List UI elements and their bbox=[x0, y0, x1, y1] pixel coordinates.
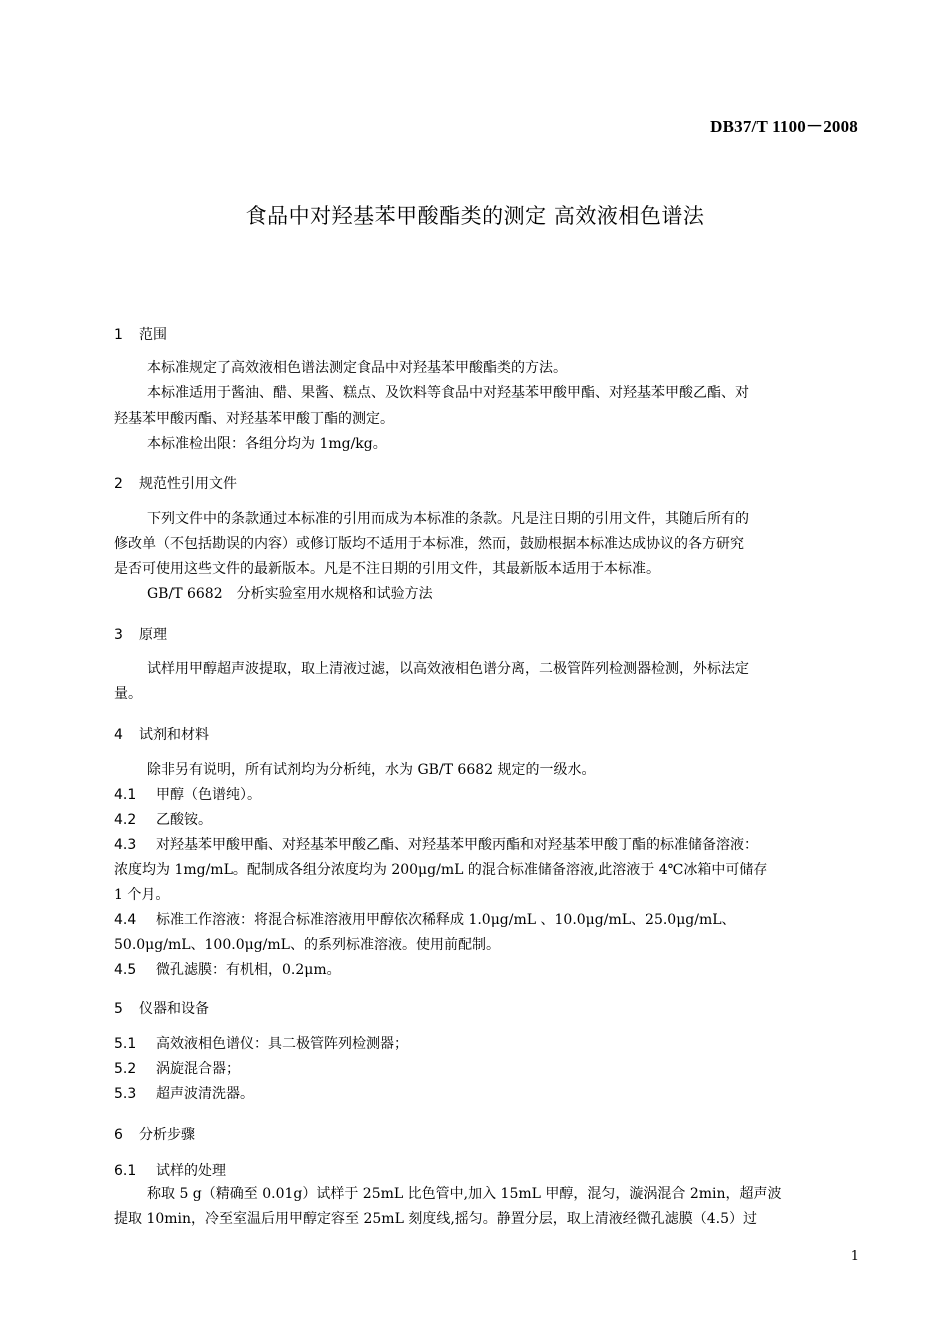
clause-5-3: 5.3 超声波清洗器。 bbox=[114, 1086, 254, 1102]
section-heading-5: 5 仪器和设备 bbox=[114, 1001, 209, 1017]
clause-4-4: 4.4 标准工作溶液：将混合标准溶液用甲醇依次稀释成 1.0μg/mL 、10.0μg/mL、25.0μg/mL、 bbox=[114, 912, 736, 928]
paragraph-line: 提取 10min，冷至室温后用甲醇定容至 25mL 刻度线,摇匀。静置分层，取上清液经微孔滤膜（4.5）过 bbox=[114, 1211, 758, 1227]
document-title: 食品中对羟基苯甲酸酯类的测定 高效液相色谱法 bbox=[245, 204, 705, 228]
clause-4-5: 4.5 微孔滤膜：有机相，0.2μm。 bbox=[114, 962, 341, 978]
paragraph-line: 羟基苯甲酸丙酯、对羟基苯甲酸丁酯的测定。 bbox=[114, 411, 394, 427]
paragraph-line: 除非另有说明，所有试剂均为分析纯，水为 GB/T 6682 规定的一级水。 bbox=[147, 762, 596, 778]
paragraph-line: 是否可使用这些文件的最新版本。凡是不注日期的引用文件，其最新版本适用于本标准。 bbox=[114, 561, 660, 577]
section-heading-2: 2 规范性引用文件 bbox=[114, 476, 237, 492]
paragraph-line: 1 个月。 bbox=[114, 887, 170, 903]
paragraph-line: 量。 bbox=[114, 686, 142, 702]
paragraph-line: 本标准适用于酱油、醋、果酱、糕点、及饮料等食品中对羟基苯甲酸甲酯、对羟基苯甲酸乙酯、对 bbox=[147, 385, 749, 401]
section-heading-1: 1 范围 bbox=[114, 327, 167, 343]
paragraph-line: 称取 5 g（精确至 0.01g）试样于 25mL 比色管中,加入 15mL 甲醇，混匀，漩涡混合 2min，超声波 bbox=[147, 1186, 782, 1202]
section-heading-6: 6 分析步骤 bbox=[114, 1127, 195, 1143]
clause-5-1: 5.1 高效液相色谱仪：具二极管阵列检测器； bbox=[114, 1036, 408, 1052]
section-heading-4: 4 试剂和材料 bbox=[114, 727, 209, 743]
paragraph-line: 试样用甲醇超声波提取，取上清液过滤，以高效液相色谱分离，二极管阵列检测器检测，外标法定 bbox=[147, 661, 749, 677]
page-number: 1 bbox=[850, 1249, 859, 1264]
clause-5-2: 5.2 涡旋混合器； bbox=[114, 1061, 240, 1077]
clause-4-2: 4.2 乙酸铵。 bbox=[114, 812, 212, 828]
section-heading-3: 3 原理 bbox=[114, 627, 167, 643]
paragraph-line: 本标准检出限：各组分均为 1mg/kg。 bbox=[147, 436, 387, 452]
clause-4-3: 4.3 对羟基苯甲酸甲酯、对羟基苯甲酸乙酯、对羟基苯甲酸丙酯和对羟基苯甲酸丁酯的标准储备溶液： bbox=[114, 837, 758, 853]
paragraph-line: 浓度均为 1mg/mL。配制成各组分浓度均为 200μg/mL 的混合标准储备溶液,此溶液于 4℃冰箱中可储存 bbox=[114, 862, 768, 878]
paragraph-line: 50.0μg/mL、100.0μg/mL、的系列标准溶液。使用前配制。 bbox=[114, 937, 500, 953]
reference-entry: GB/T 6682 分析实验室用水规格和试验方法 bbox=[147, 586, 433, 602]
clause-4-1: 4.1 甲醇（色谱纯）。 bbox=[114, 787, 261, 803]
standard-number: DB37/T 1100－2008 bbox=[710, 117, 858, 136]
subsection-heading-6-1: 6.1 试样的处理 bbox=[114, 1163, 226, 1179]
paragraph-line: 下列文件中的条款通过本标准的引用而成为本标准的条款。凡是注日期的引用文件，其随后所有的 bbox=[147, 511, 749, 527]
paragraph-line: 本标准规定了高效液相色谱法测定食品中对羟基苯甲酸酯类的方法。 bbox=[147, 360, 567, 376]
paragraph-line: 修改单（不包括勘误的内容）或修订版均不适用于本标准，然而，鼓励根据本标准达成协议的各方研究 bbox=[114, 536, 744, 552]
